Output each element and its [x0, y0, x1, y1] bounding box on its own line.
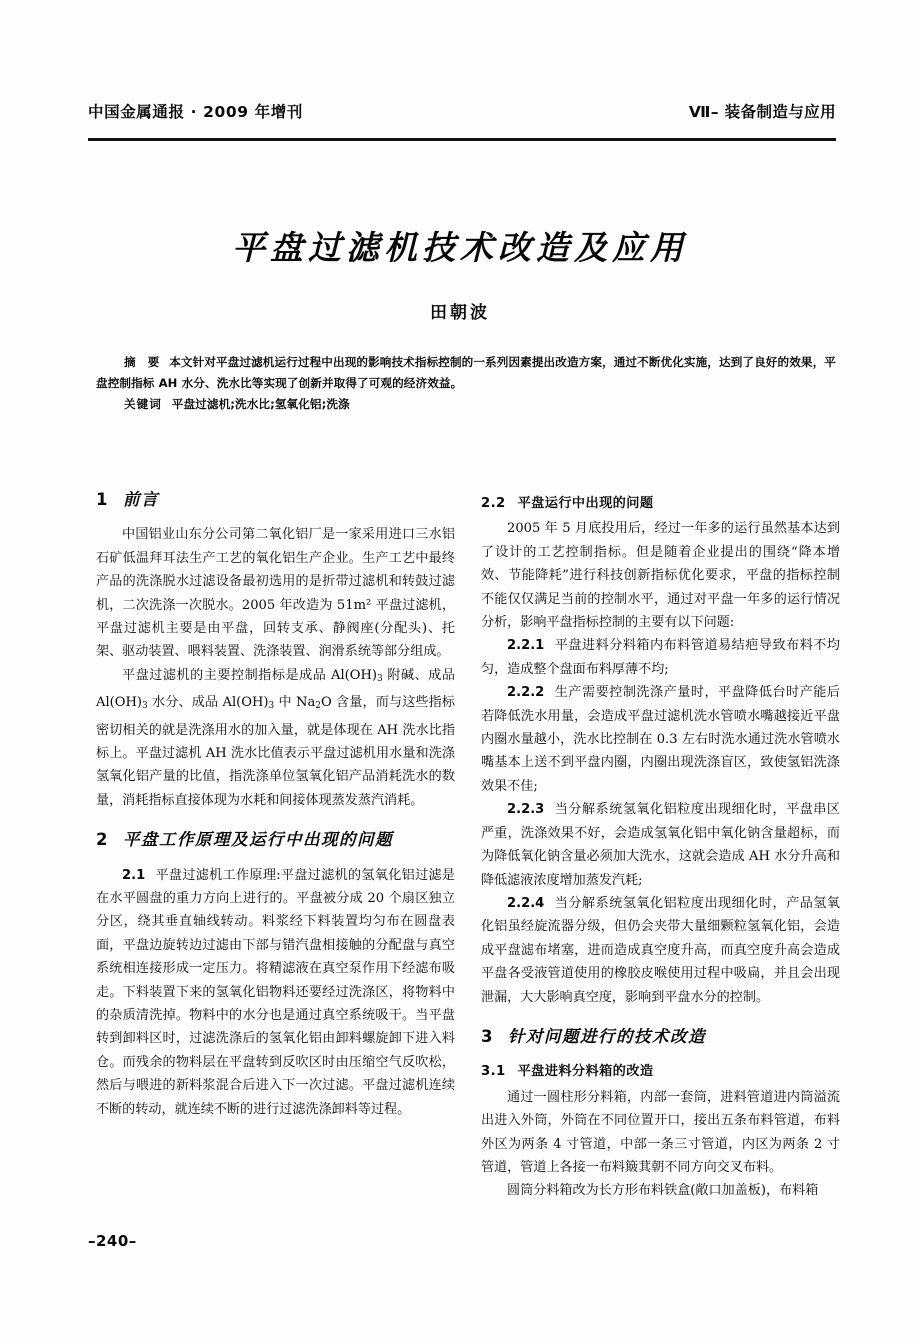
subsection-3-1-number: 3.1 [481, 1064, 506, 1080]
page-number: –240– [88, 1232, 137, 1250]
abstract-text: 本文针对平盘过滤机运行过程中出现的影响技术指标控制的一系列因素提出改造方案，通过不断优化实施，达到了良好的效果，平盘控制指标 AH 水分、洗水比等实现了创新并取得了可观的经济效益。 [96, 355, 836, 390]
header-divider [88, 138, 836, 141]
running-head-left: 中国金属通报 · 2009 年增刊 [88, 103, 303, 121]
paragraph: 圆筒分料箱改为长方形布料铁盒(敞口加盖板)，布料箱 [507, 1183, 819, 1199]
subsection-2-2-number: 2.2 [481, 496, 506, 511]
keywords-paragraph [96, 394, 836, 415]
subsection-2-1-text: 平盘过滤机工作原理:平盘过滤机的氢氧化铝过滤是在水平圆盘的重力方向上进行的。平盘被分成 20 个扇区独立分区，绕其垂直轴线转动。料浆经下料装置均匀布在圆盘表面，平盘边旋转边过滤由下部与错汽盘相接触的分配盘与真空系统相连接形成一定压力。将精滤液在真空泵作用下经滤布吸走。下料装置下来的氢氧化铝物料还要经过洗涤区，将物料中的杂质清洗掉。物料中的水分也是通过真空系统吸干。当平盘转到卸料区时，过滤洗涤后的氢氧化铝由卸料螺旋卸下进入料仓。而残余的物料层在平盘转到反吹区时由压缩空气反吹松，然后与喂进的新料浆混合后进入下一次过滤。平盘过滤机连续不断的转动，就连续不断的进行过滤洗涤卸料等过程。 [96, 867, 455, 1117]
body-columns [96, 488, 840, 1198]
page-title: 平盘过滤机技术改造及应用 [232, 228, 688, 267]
section-1-title: 前言 [122, 490, 159, 509]
running-head [88, 100, 836, 122]
item-2-2-2-number: 2.2.2 [507, 685, 545, 701]
abstract-paragraph [96, 352, 836, 394]
subsection-2-2-heading [481, 492, 840, 515]
item-2-2-2-text: 生产需要控制洗涤产量时，平盘降低台时产能后若降低洗水用量，会造成平盘过滤机洗水管喷水嘴越接近平盘内圈水量越小，洗水比控制在 0.3 左右时洗水通过洗水管喷水嘴基本上送不到平盘内圈，内圈出现洗涤盲区，致使氢铝洗涤效果不佳; [481, 685, 840, 794]
item-2-2-4-number: 2.2.4 [507, 895, 545, 911]
subsection-2-1-number: 2.1 [122, 867, 146, 883]
paragraph-2-1 [96, 864, 455, 1121]
item-2-2-1-text: 平盘进料分料箱内布料管道易结疤导致布料不均匀，造成整个盘面布料厚薄不均; [481, 638, 840, 677]
paragraph: 中国铝业山东分公司第二氧化铝厂是一家采用进口三水铝石矿低温拜耳法生产工艺的氧化铝生产企业。生产工艺中最终产品的洗涤脱水过滤设备最初选用的是折带过滤机和转鼓过滤机，二次洗涤一次脱水。2005 年改造为 51m² 平盘过滤机，平盘过滤机主要是由平盘，回转支承、静阀座(分配头)、托架、驱动装置、喂料装置、洗涤装置、润滑系统等部分组成。 [96, 527, 455, 660]
left-column [96, 488, 455, 1198]
section-3-title: 针对问题进行的技术改造 [507, 1026, 706, 1046]
item-2-2-3-number: 2.2.3 [507, 802, 545, 818]
keywords-label: 关键词 [124, 397, 162, 411]
paragraph: 2005 年 5 月底投用后，经过一年多的运行虽然基本达到了设计的工艺控制指标。但是随着企业提出的围绕“降本增效、节能降耗”进行科技创新指标优化要求，平盘的指标控制不能仅仅满足当前的控制水平，通过对平盘一年多的运行情况分析，影响平盘指标控制的主要有以下问题: [481, 521, 840, 631]
subsection-2-2-title: 平盘运行中出现的问题 [517, 496, 654, 511]
item-2-2-4-text: 当分解系统氢氧化铝粒度出现细化时，产品氢氧化铝虽经旋流器分级，但仍会夹带大量细颗粒氢氧化铝，会造成平盘滤布堵塞，进而造成真空度升高，而真空度升高会造成平盘各受液管道使用的橡胶皮喉使用过程中吸扁，并且会出现泄漏，大大影响真空度，影响到平盘水分的控制。 [481, 895, 840, 1005]
subsection-3-1-title: 平盘进料分料箱的改造 [517, 1064, 654, 1080]
numbered-item [481, 681, 840, 798]
abstract-label: 摘 要 [124, 355, 164, 369]
right-column [481, 488, 840, 1198]
section-1-number: 1 [96, 490, 109, 509]
numbered-item [481, 634, 840, 681]
abstract-block [96, 352, 836, 415]
section-2-number: 2 [96, 830, 109, 850]
keywords-text: 平盘过滤机;洗水比;氢氧化铝;洗涤 [171, 397, 350, 411]
section-2-title: 平盘工作原理及运行中出现的问题 [122, 830, 393, 850]
running-head-right: Ⅶ– 装备制造与应用 [688, 103, 836, 121]
numbered-item [481, 798, 840, 892]
section-3-heading [481, 1025, 840, 1048]
subsection-3-1-heading [481, 1060, 840, 1083]
section-2-heading [96, 828, 455, 851]
paragraph: 通过一圆柱形分料箱，内部一套筒，进料管道进内筒溢流出进入外筒，外筒在不同位置开口，接出五条布料管道，布料外区为两条 4 寸管道，中部一条三寸管道，内区为两条 2 寸管道，管道上各接一布料簸萁朝不同方向交叉布料。 [481, 1089, 840, 1175]
section-3-number: 3 [481, 1026, 494, 1046]
paragraph: 平盘过滤机的主要控制指标是成品 $Al(OH)_3$ 附碱、成品 $Al(OH)_3$ 水分、成品 $Al(OH)_3$ 中 $Na_2O$ 含量，而与这些指标密切相关的就是洗涤用水的加入量，就是体现在 AH 洗水比指标上。平盘过滤机 AH 洗水比值表示平盘过滤机用水量和洗涤氢氧化铝产量的比值，指洗涤单位氢氧化铝产品消耗洗水的数量，消耗指标直接体现为水耗和间接体现蒸发蒸汽消耗。 [96, 667, 455, 808]
author-name: 田朝波 [430, 303, 490, 323]
section-1-heading [96, 488, 455, 511]
item-2-2-1-number: 2.2.1 [507, 638, 545, 654]
item-2-2-3-text: 当分解系统氢氧化铝粒度出现细化时，平盘串区严重，洗涤效果不好，会造成氢氧化铝中氧化钠含量超标，而为降低氧化钠含量必须加大洗水，这就会造成 AH 水分升高和降低滤液浓度增加蒸发汽耗; [481, 802, 840, 888]
numbered-item [481, 892, 840, 1009]
